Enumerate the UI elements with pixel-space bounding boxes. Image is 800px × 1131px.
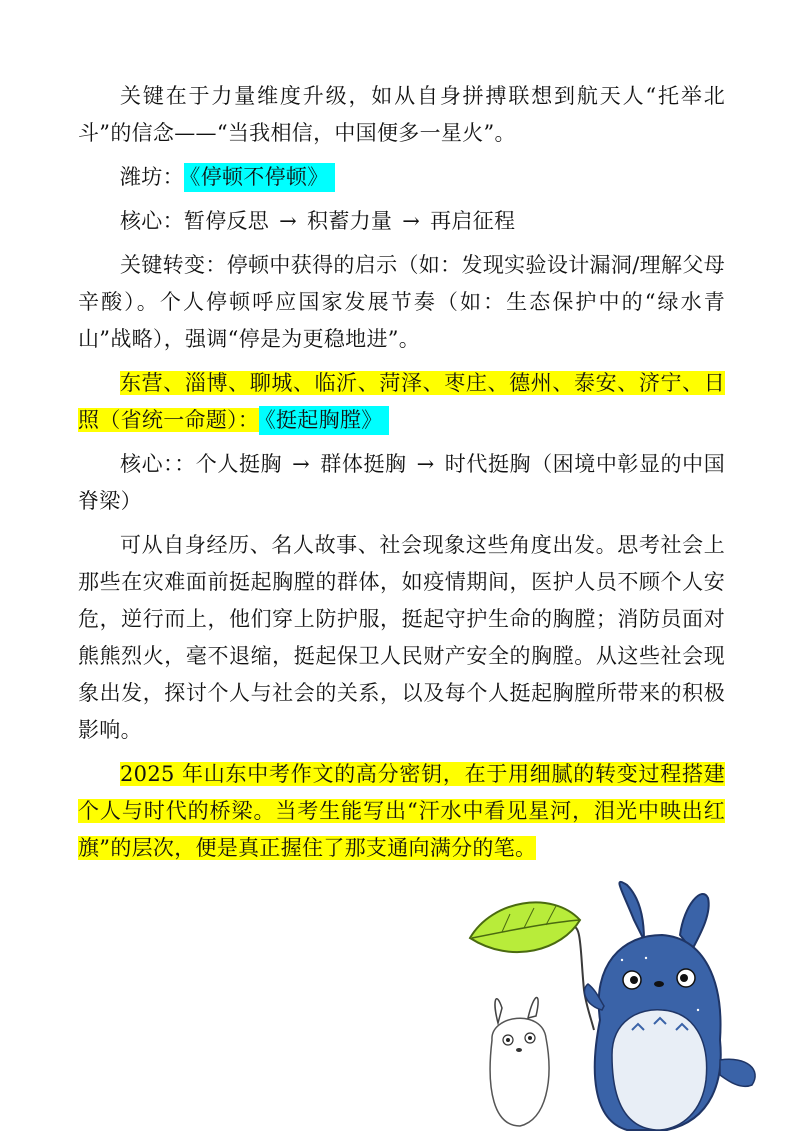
- leaf-icon: [470, 902, 580, 952]
- core-pause-end: 再启征程: [430, 209, 516, 233]
- paragraph-core-chest: [78, 446, 725, 520]
- paragraph-beidou: 关键在于力量维度升级，如从自身拼搏联想到航天人“托举北斗”的信念——“当我相信，中国便多一星火”。: [78, 84, 725, 145]
- paragraph-conclusion: [78, 756, 725, 867]
- cities-title: 《挺起胸膛》: [259, 406, 388, 435]
- small-white-totoro: [490, 997, 549, 1126]
- paragraph-core-pause: [78, 203, 725, 240]
- blue-totoro: [584, 882, 755, 1130]
- paragraph-weifang: [78, 159, 725, 196]
- arrow-icon: →: [279, 209, 298, 233]
- paragraph-key-change: 关键转变：停顿中获得的启示（如：发现实验设计漏洞/理解父母辛酸）。个人停顿呼应国家发展节奏（如：生态保护中的“绿水青山”战略），强调“停是为更稳地进”。: [78, 253, 725, 351]
- weifang-title: 《停顿不停顿》: [184, 163, 335, 192]
- core-pause-prefix: 核心：暂停反思: [120, 209, 270, 233]
- cities-text: 东营、淄博、聊城、临沂、菏泽、枣庄、德州、泰安、济宁、日照（省统一命题）：: [78, 371, 725, 432]
- arrow-icon: →: [402, 209, 421, 233]
- paragraph-perspectives: 可从自身经历、名人故事、社会现象这些角度出发。思考社会上那些在灾难面前挺起胸膛的群体，如疫情期间，医护人员不顾个人安危，逆行而上，他们穿上防护服，挺起守护生命的胸膛；消防员面对熊熊烈火，毫不退缩，挺起保卫人民财产安全的胸膛。从这些社会现象出发，探讨个人与社会的关系，以及每个人挺起胸膛所带来的积极影响。: [78, 533, 725, 742]
- arrow-icon: →: [292, 452, 311, 476]
- weifang-label: 潍坊：: [120, 165, 184, 189]
- arrow-icon: →: [416, 452, 435, 476]
- paragraph-cities: [78, 365, 725, 439]
- conclusion-text: 2025 年山东中考作文的高分密钥，在于用细腻的转变过程搭建个人与时代的桥梁。当考生能写出“汗水中看见星河，泪光中映出红旗”的层次，便是真正握住了那支通向满分的笔。: [78, 762, 725, 860]
- document-body: [78, 78, 725, 874]
- core-pause-mid: 积蓄力量: [307, 209, 393, 233]
- core-chest-mid: 群体挺胸: [320, 452, 407, 476]
- core-chest-end: 时代挺胸（困境中彰显的中国脊梁）: [78, 452, 726, 513]
- core-chest-prefix: 核心：：个人挺胸: [120, 452, 283, 476]
- totoro-illustration: [462, 880, 800, 1131]
